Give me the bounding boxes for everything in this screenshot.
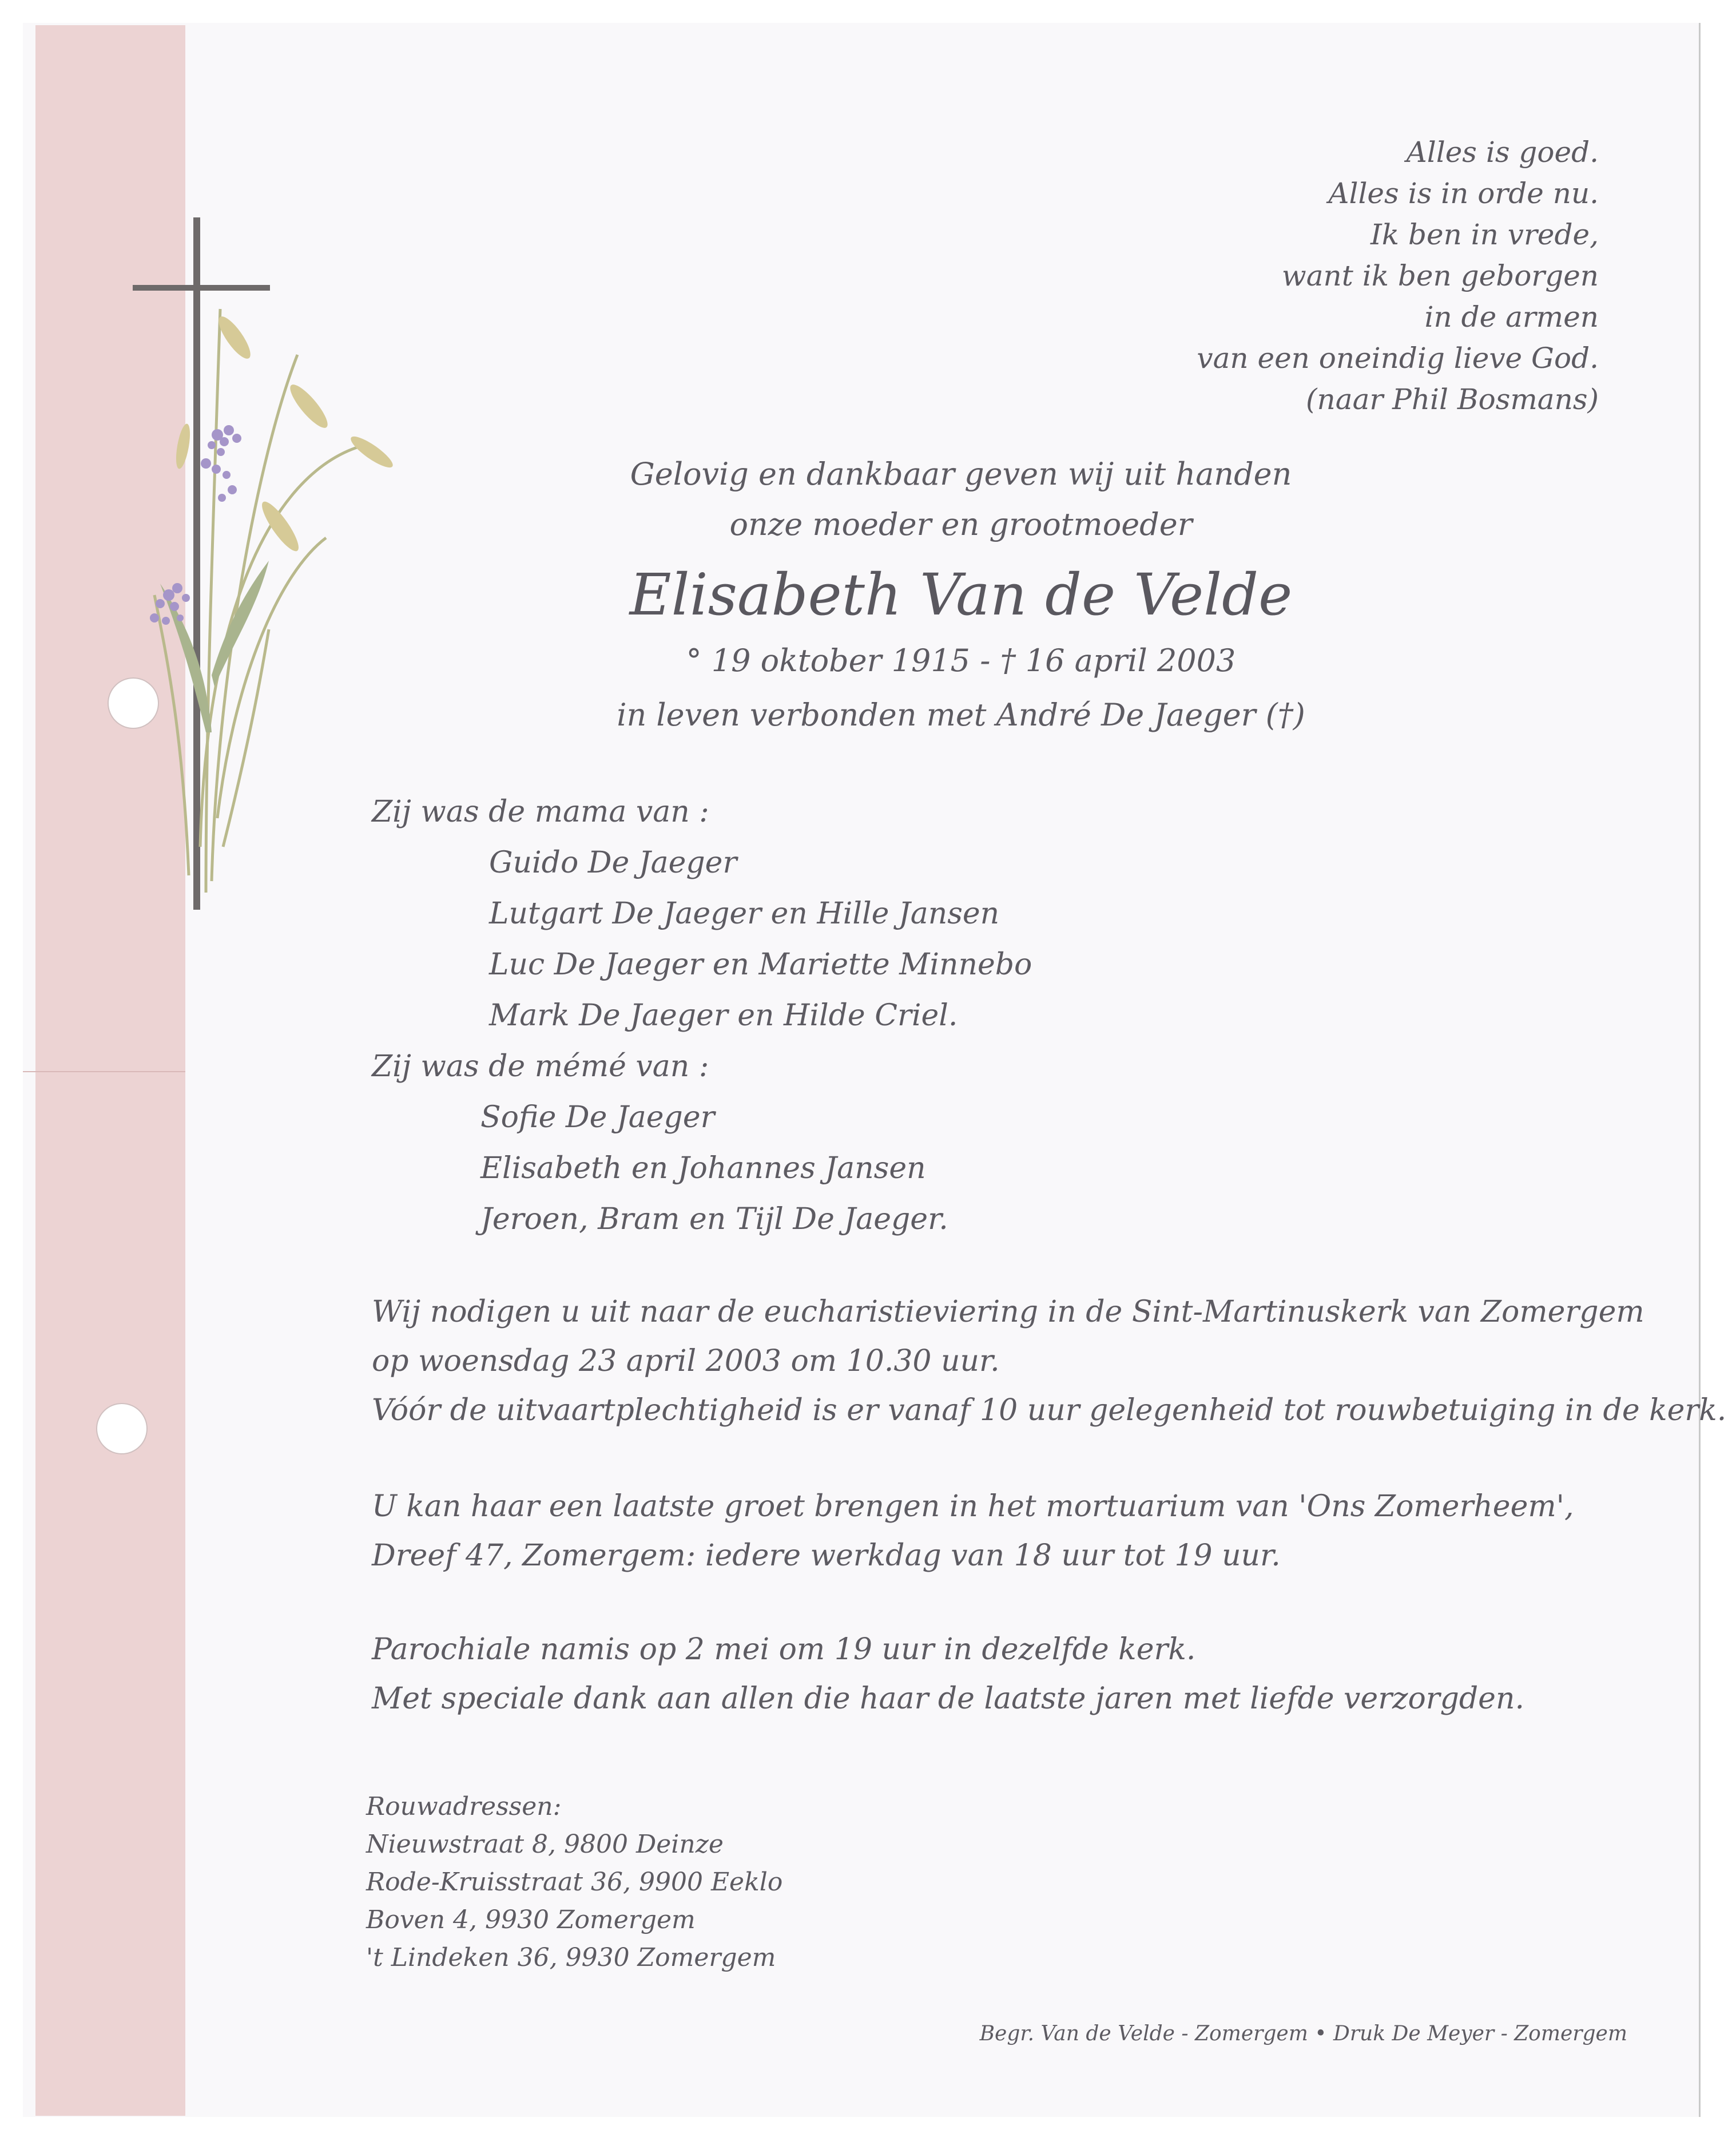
deceased-name: Elisabeth Van de Velde	[629, 561, 1293, 628]
service-line: op woensdag 23 april 2003 om 10.30 uur.	[372, 1344, 1000, 1378]
child-entry: Guido De Jaeger	[489, 846, 737, 880]
poem-line: Alles is in orde nu.	[1328, 177, 1599, 210]
address-item: 't Lindeken 36, 9930 Zomergem	[366, 1943, 776, 1972]
addresses-heading: Rouwadressen:	[366, 1792, 562, 1821]
child-entry: Lutgart De Jaeger en Hille Jansen	[489, 897, 1000, 931]
poem-line: in de armen	[1424, 300, 1599, 334]
mourning-addresses	[366, 1788, 938, 1977]
punch-hole-bottom	[96, 1403, 148, 1454]
intro-line: Gelovig en dankbaar geven wij uit handen	[630, 456, 1292, 492]
visitation-line: Dreef 47, Zomergem: iedere werkdag van 18 uur tot 19 uur.	[372, 1539, 1281, 1573]
life-dates: ° 19 oktober 1915 - † 16 april 2003	[686, 643, 1236, 679]
family-section	[372, 787, 1401, 1245]
grandchild-entry: Sofie De Jaeger	[480, 1100, 715, 1135]
child-entry: Luc De Jaeger en Mariette Minnebo	[489, 947, 1032, 982]
poem-attribution: (naar Phil Bosmans)	[1306, 383, 1599, 416]
closing-paragraph	[372, 1625, 1602, 1723]
service-line: Wij nodigen u uit naar de eucharistieviering in de Sint-Martinuskerk van Zomergem	[372, 1295, 1644, 1329]
fold-line	[23, 1071, 185, 1072]
visitation-paragraph	[372, 1482, 1602, 1580]
closing-line: Met speciale dank aan allen die haar de laatste jaren met liefde verzorgden.	[372, 1682, 1524, 1716]
grandchild-entry: Jeroen, Bram en Tijl De Jaeger.	[480, 1202, 948, 1236]
poem-line: Ik ben in vrede,	[1370, 218, 1599, 251]
address-item: Nieuwstraat 8, 9800 Deinze	[366, 1830, 724, 1859]
service-paragraph	[372, 1287, 1727, 1435]
address-item: Boven 4, 9930 Zomergem	[366, 1905, 696, 1934]
spouse-line: in leven verbonden met André De Jaeger (†)	[617, 697, 1305, 733]
poem-line: Alles is goed.	[1406, 136, 1599, 169]
child-entry: Mark De Jaeger en Hilde Criel.	[489, 998, 958, 1033]
intro	[583, 449, 1338, 550]
poem-line: van een oneindig lieve God.	[1197, 342, 1599, 375]
poem-line: want ik ben geborgen	[1281, 259, 1599, 292]
grandchildren-heading: Zij was de mémé van :	[372, 1049, 709, 1084]
poem	[1084, 132, 1599, 420]
visitation-line: U kan haar een laatste groet brengen in het mortuarium van 'Ons Zomerheem',	[372, 1489, 1574, 1524]
address-item: Rode-Kruisstraat 36, 9900 Eeklo	[366, 1868, 783, 1897]
grandchild-entry: Elisabeth en Johannes Jansen	[480, 1151, 926, 1186]
wheat-ears	[173, 312, 396, 556]
closing-line: Parochiale namis op 2 mei om 19 uur in dezelfde kerk.	[372, 1632, 1196, 1667]
children-heading: Zij was de mama van :	[372, 795, 709, 829]
printer-imprint: Begr. Van de Velde - Zomergem • Druk De Meyer - Zomergem	[979, 2022, 1627, 2045]
intro-line: onze moeder en grootmoeder	[729, 506, 1193, 542]
service-line: Vóór de uitvaartplechtigheid is er vanaf 10 uur gelegenheid tot rouwbetuiging in de kerk.	[372, 1393, 1727, 1428]
